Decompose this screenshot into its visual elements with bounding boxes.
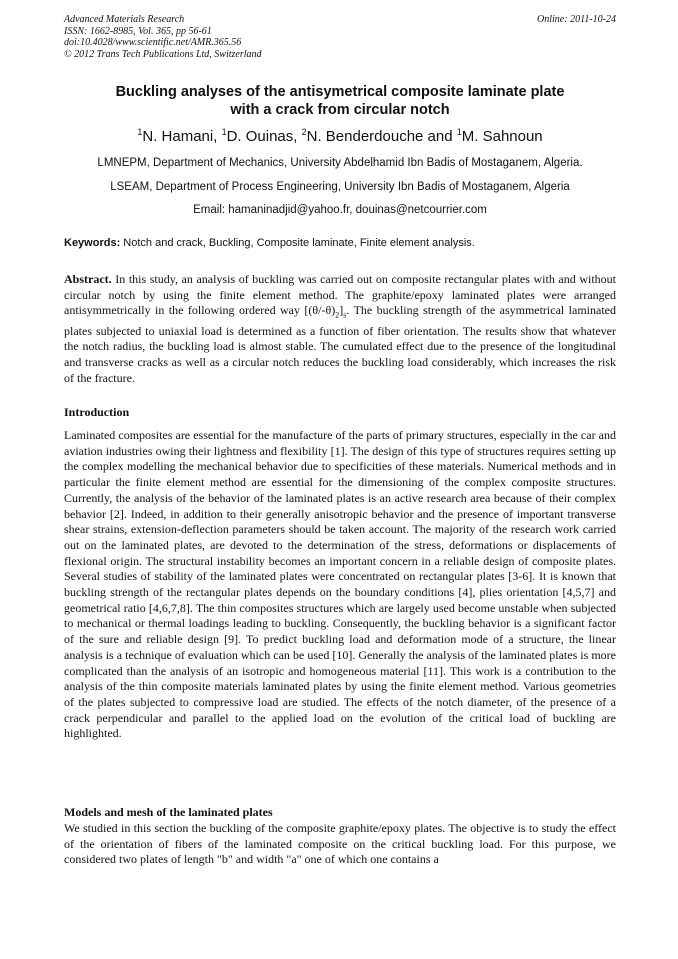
copyright-line: © 2012 Trans Tech Publications Ltd, Switzerland [64,48,262,60]
paper-title [64,83,616,119]
abstract-text-2: . The buckling strength of the asymmetrical laminated plates subjected to uniaxial load is determined as a function of fiber orientation. The results show that whatever the notch radius, the buckling load is almost stable. The cumulated effect due to the presence of the longitudinal and transverse cracks as well as a circular notch reduces the buckling load considerably, which increases the risk of the fracture. [64,303,616,385]
models-text: We studied in this section the buckling of the composite graphite/epoxy plates. The objective is to study the effect of the orientation of fibers of the laminated composite on the critical buckling load. For this purpose, we considered two plates of length "b" and width "a" one of which one contains a [64,821,616,867]
online-date: Online: 2011-10-24 [537,14,616,25]
email-line: Email: hamaninadjid@yahoo.fr, douinas@netcourrier.com [193,204,487,216]
author-4: M. Sahnoun [461,128,543,145]
formula-subscript-2: 2 [335,310,340,320]
issn-line: ISSN: 1662-8985, Vol. 365, pp 56-61 [64,25,212,37]
title-line-1: Buckling analyses of the antisymetrical composite laminate plate [115,84,565,100]
author-3-affil: 2 [301,127,307,137]
abstract [64,272,616,386]
journal-header [64,14,616,60]
title-line-2: with a crack from circular notch [230,102,450,118]
author-3: N. Benderdouche and [306,128,457,145]
journal-name: Advanced Materials Research [64,14,185,25]
formula-subscript-s: s [343,310,347,320]
abstract-text-1: In this study, an analysis of buckling was carried out on composite rectangular plates with and without circular notch by using the finite element method. The graphite/epoxy laminated plates were arranged antisymmetrically in the following ordered way [(θ/-θ) [64,272,616,318]
doi-line: doi:10.4028/www.scientific.net/AMR.365.56 [64,37,242,48]
keywords [64,236,616,250]
author-1-affil: 1 [137,127,143,137]
formula-bracket: ] [339,303,344,318]
author-1: N. Hamani, [142,128,222,145]
models-heading: Models and mesh of the laminated plates [64,805,273,819]
introduction-text: Laminated composites are essential for the manufacture of the parts of primary structures, especially in the car and aviation industries owing their lightness and flexibility [1]. The design of this type of structures requires setting up the complex modelling the mechanical behavior due to specificities of these materials. Numerical methods and in particular the finite element method are essential for the dimensioning of the complex composite structures. Currently, the analysis of the behavior of the laminated plates is an active research area because of their complex behavior [2]. Indeed, in addition to their generally anisotropic behavior and the presence of important transverse shear strains, extension-deflection parameters should be taken account. The majority of the research work carried out on the laminated plates, are devoted to the determination of the stress, deformations or displacements of flexional origin. The structural instability becomes an important concern in a reliable design of composite plates. Several studies of stability of the laminated plates were concentrated on rectangular plates [3-6]. It is known that buckling strength of the rectangular plates depends on the boundary conditions [4], plies orientation [4,5,7] and geometrical ratio [4,6,7,8]. The thin composites structures which are largely used become unstable when subjected to mechanical or thermal loadings leading to buckling. Consequently, the buckling behavior is a significant factor of the sure and reliable design [9]. To predict buckling load and deformation mode of a structure, the linear analysis is a technique of evaluation which can be used [10]. Generally the analysis of the laminated plates is more complicated than the analysis of an isotropic and homogeneous material [11]. This work is a contribution to the analysis of the thin composite materials laminated plates by using the finite element method. Various geometries of the plates subjected to compressive load are studied. The effects of the notch diameter, of the presence of a crack perpendicular and parallel to the applied load on the evolution of the critical load of buckling are highlighted. [64,428,616,741]
author-list [64,128,616,146]
author-2-affil: 1 [221,127,227,137]
keywords-label: Keywords: [64,237,121,249]
author-4-affil: 1 [456,127,462,137]
affiliation-2: LSEAM, Department of Process Engineering, University Ibn Badis of Mostaganem, Algeria [110,181,570,193]
keywords-text: Notch and crack, Buckling, Composite laminate, Finite element analysis. [120,237,475,249]
affiliation-1: LMNEPM, Department of Mechanics, University Abdelhamid Ibn Badis of Mostaganem, Algeria. [97,157,583,169]
author-2: D. Ouinas, [226,128,302,145]
introduction-heading: Introduction [64,405,130,419]
abstract-label: Abstract. [64,272,112,286]
